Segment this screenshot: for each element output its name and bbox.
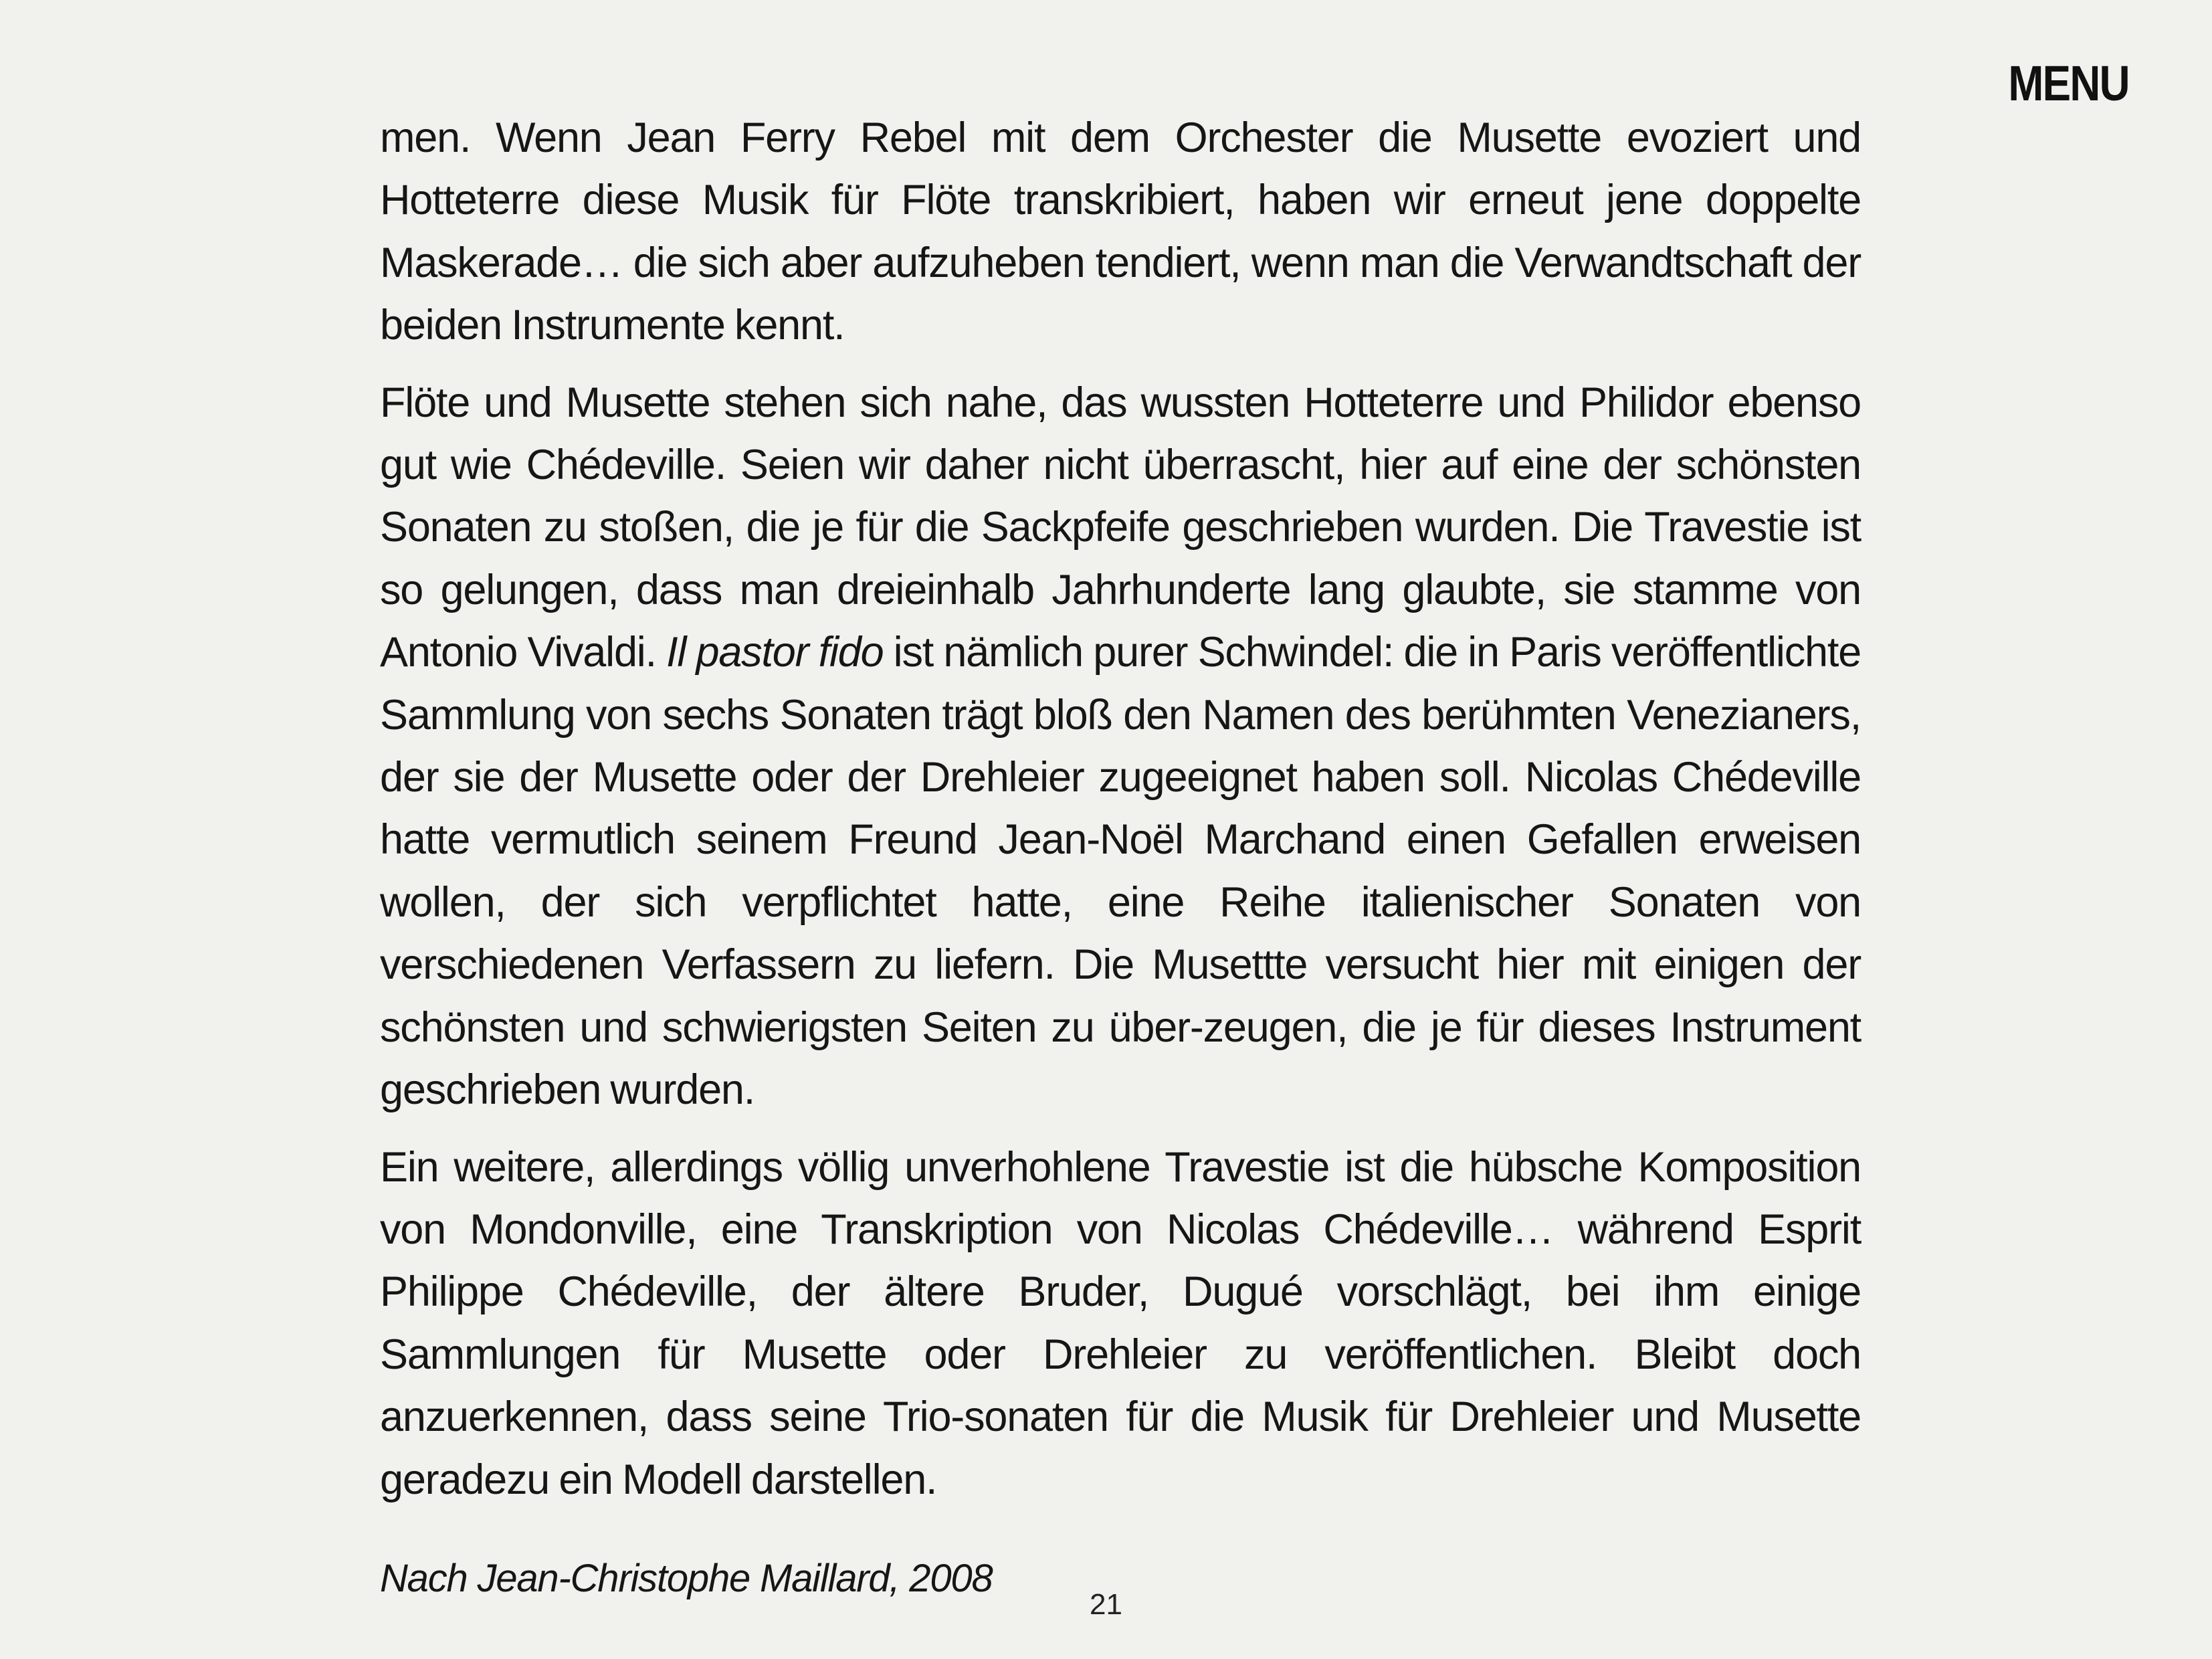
menu-button[interactable]: MENU [2008,56,2129,111]
paragraph-2 [380,372,1861,1122]
paragraph-2-text-start: Flöte und Musette stehen sich nahe, das wussten Hotteterre und Philidor ebenso gut wie Chédeville. Seien wir daher nicht überrascht, hier auf eine der schönsten Sonaten zu stoßen, die je für die Sackpfeife geschrieben wurden. Die Travestie ist so gelungen, dass man dreieinhalb Jahrhunderte lang glaubte, sie stamme von Antonio Vivaldi. [380,379,1861,676]
paragraph-1: men. Wenn Jean Ferry Rebel mit dem Orchester die Musette evoziert und Hotteterre diese Musik für Flöte transkribiert, haben wir erneut jene doppelte Maskerade… die sich aber aufzuheben tendiert, wenn man die Verwandtschaft der beiden Instrumente kennt. [380,114,1861,349]
paragraph-2-text-end: ist nämlich purer Schwindel: die in Paris veröffentlichte Sammlung von sechs Sonaten trägt bloß den Namen des berühmten Venezianers, der sie der Musette oder der Drehleier zugeeignet haben soll. Nicolas Chédeville hatte vermutlich seinem Freund Jean-Noël Marchand einen Gefallen erweisen wollen, der sich verpflichtet hatte, eine Reihe italienischer Sonaten von verschiedenen Verfassern zu liefern. Die Musettte versucht hier mit einigen der schönsten und schwierigsten Seiten zu über-zeugen, die je für dieses Instrument geschrieben wurden. [380,629,1861,1114]
page-number: 21 [1090,1588,1122,1621]
paragraph-3: Ein weitere, allerdings völlig unverhohlene Travestie ist die hübsche Komposition von Mondonville, eine Transkription von Nicolas Chédeville… während Esprit Philippe Chédeville, der ältere Bruder, Dugué vorschlägt, bei ihm einige Sammlungen für Musette oder Drehleier zu veröffentlichen. Bleibt doch anzuerkennen, dass seine Trio-sonaten für die Musik für Drehleier und Musette geradezu ein Modell darstellen. [380,1143,1861,1503]
body-text [380,107,1861,1602]
author-credit: Nach Jean-Christophe Maillard, 2008 [380,1556,993,1600]
work-title: Il pastor fido [666,629,884,676]
